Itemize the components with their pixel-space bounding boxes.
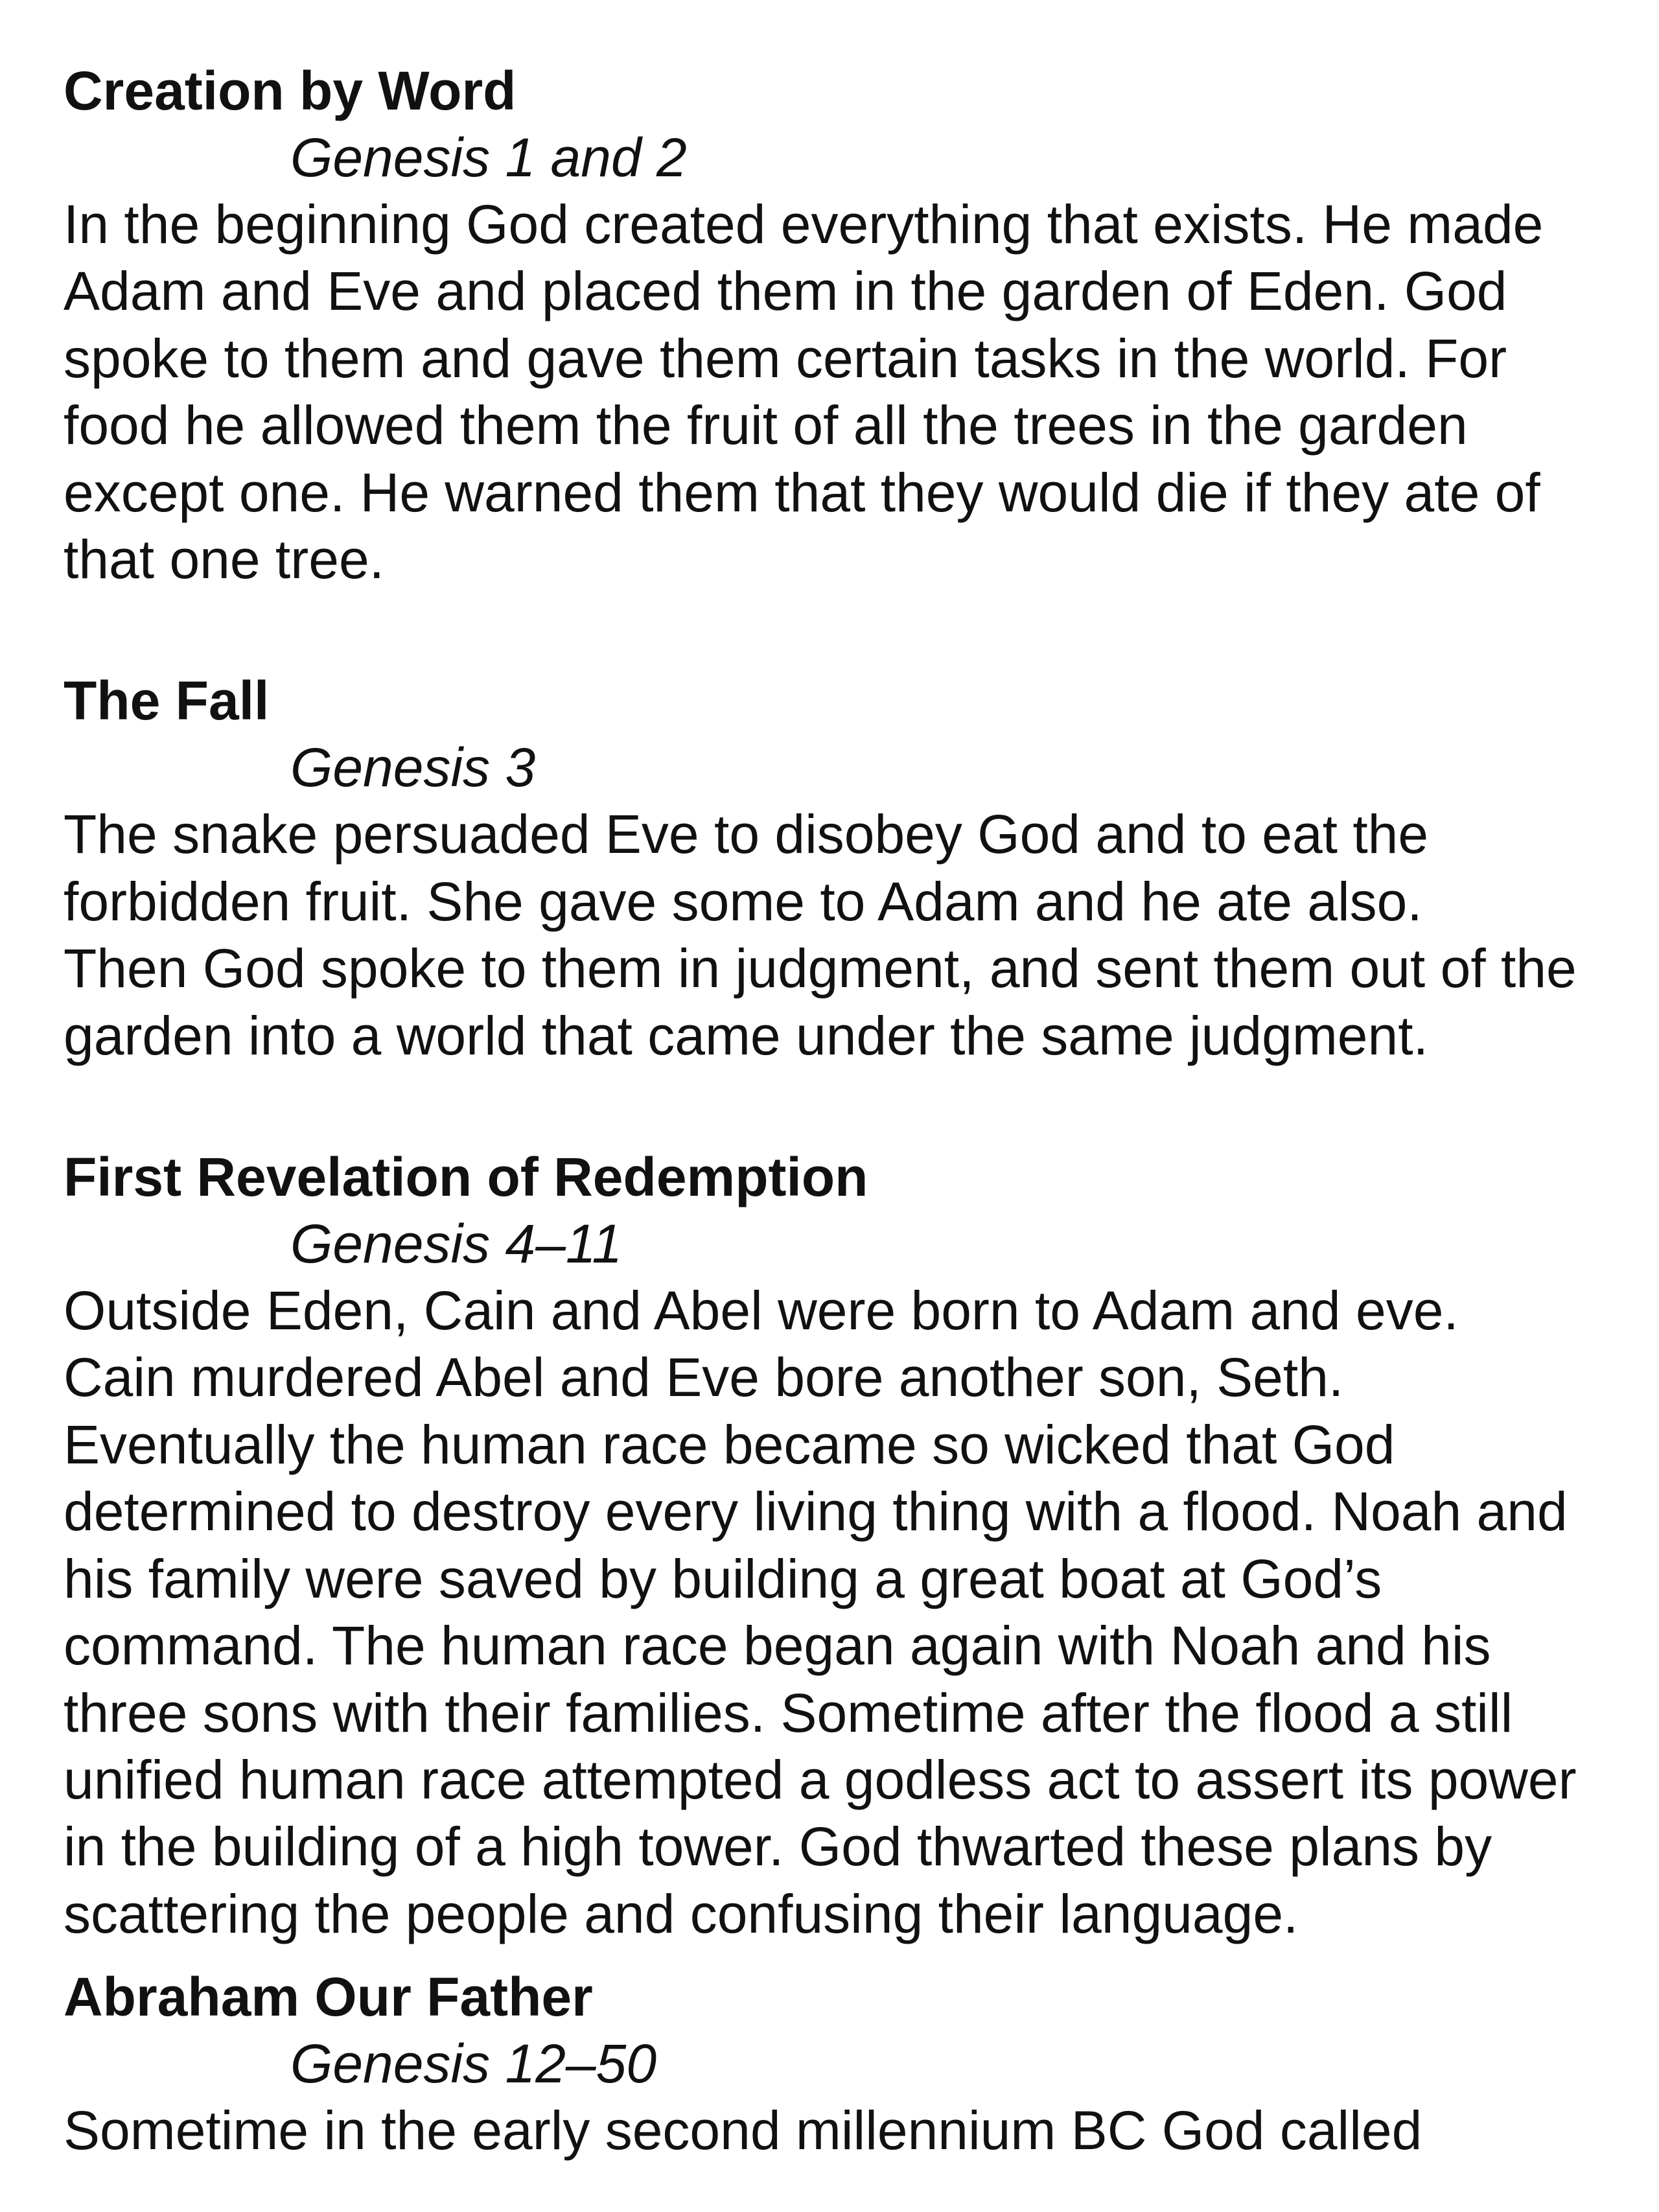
body-line: The snake persuaded Eve to disobey God and to eat the bbox=[64, 804, 1429, 865]
body-line: food he allowed them the fruit of all the trees in the garden bbox=[64, 395, 1468, 456]
body-line: garden into a world that came under the same judgment. bbox=[64, 1005, 1428, 1066]
section-creation-by-word bbox=[64, 57, 1645, 593]
section-abraham-our-father bbox=[64, 1963, 1645, 2164]
body-line: Sometime in the early second millennium BC God called bbox=[64, 2100, 1422, 2161]
scripture-reference: Genesis 3 bbox=[290, 737, 536, 798]
scripture-reference: Genesis 4–11 bbox=[290, 1213, 623, 1275]
body-line: Adam and Eve and placed them in the garden of Eden. God bbox=[64, 261, 1507, 322]
body-line: three sons with their families. Sometime after the flood a still bbox=[64, 1682, 1513, 1743]
body-line: that one tree. bbox=[64, 529, 385, 590]
body-line: unified human race attempted a godless act to assert its power bbox=[64, 1749, 1577, 1810]
body-line: Eventually the human race became so wicked that God bbox=[64, 1414, 1395, 1475]
section-first-revelation bbox=[64, 1143, 1645, 1948]
body-line: Cain murdered Abel and Eve bore another son, Seth. bbox=[64, 1347, 1344, 1408]
body-line: forbidden fruit. She gave some to Adam and he ate also. bbox=[64, 870, 1422, 932]
body-line: his family were saved by building a great boat at God’s bbox=[64, 1548, 1382, 1609]
section-spacer bbox=[64, 593, 1645, 667]
scripture-reference: Genesis 1 and 2 bbox=[290, 127, 687, 188]
scripture-reference: Genesis 12–50 bbox=[290, 2033, 657, 2095]
body-line: spoke to them and gave them certain tasks in the world. For bbox=[64, 327, 1507, 389]
body-line: Then God spoke to them in judgment, and sent them out of the bbox=[64, 938, 1577, 999]
body-line: In the beginning God created everything that exists. He made bbox=[64, 194, 1544, 255]
body-line: in the building of a high tower. God thwarted these plans by bbox=[64, 1816, 1492, 1878]
body-line: Outside Eden, Cain and Abel were born to Adam and eve. bbox=[64, 1280, 1459, 1342]
section-spacer bbox=[64, 1948, 1645, 1963]
section-spacer bbox=[64, 1069, 1645, 1143]
document-page bbox=[64, 57, 1645, 2165]
section-heading: Abraham Our Father bbox=[64, 1966, 593, 2028]
section-heading: First Revelation of Redemption bbox=[64, 1147, 868, 1208]
body-line: determined to destroy every living thing with a flood. Noah and bbox=[64, 1481, 1568, 1543]
section-the-fall bbox=[64, 667, 1645, 1069]
section-heading: The Fall bbox=[64, 670, 270, 732]
body-line: command. The human race began again with Noah and his bbox=[64, 1615, 1491, 1677]
section-heading: Creation by Word bbox=[64, 60, 516, 121]
body-line: except one. He warned them that they would die if they ate of bbox=[64, 461, 1540, 523]
body-line: scattering the people and confusing their language. bbox=[64, 1883, 1299, 1944]
